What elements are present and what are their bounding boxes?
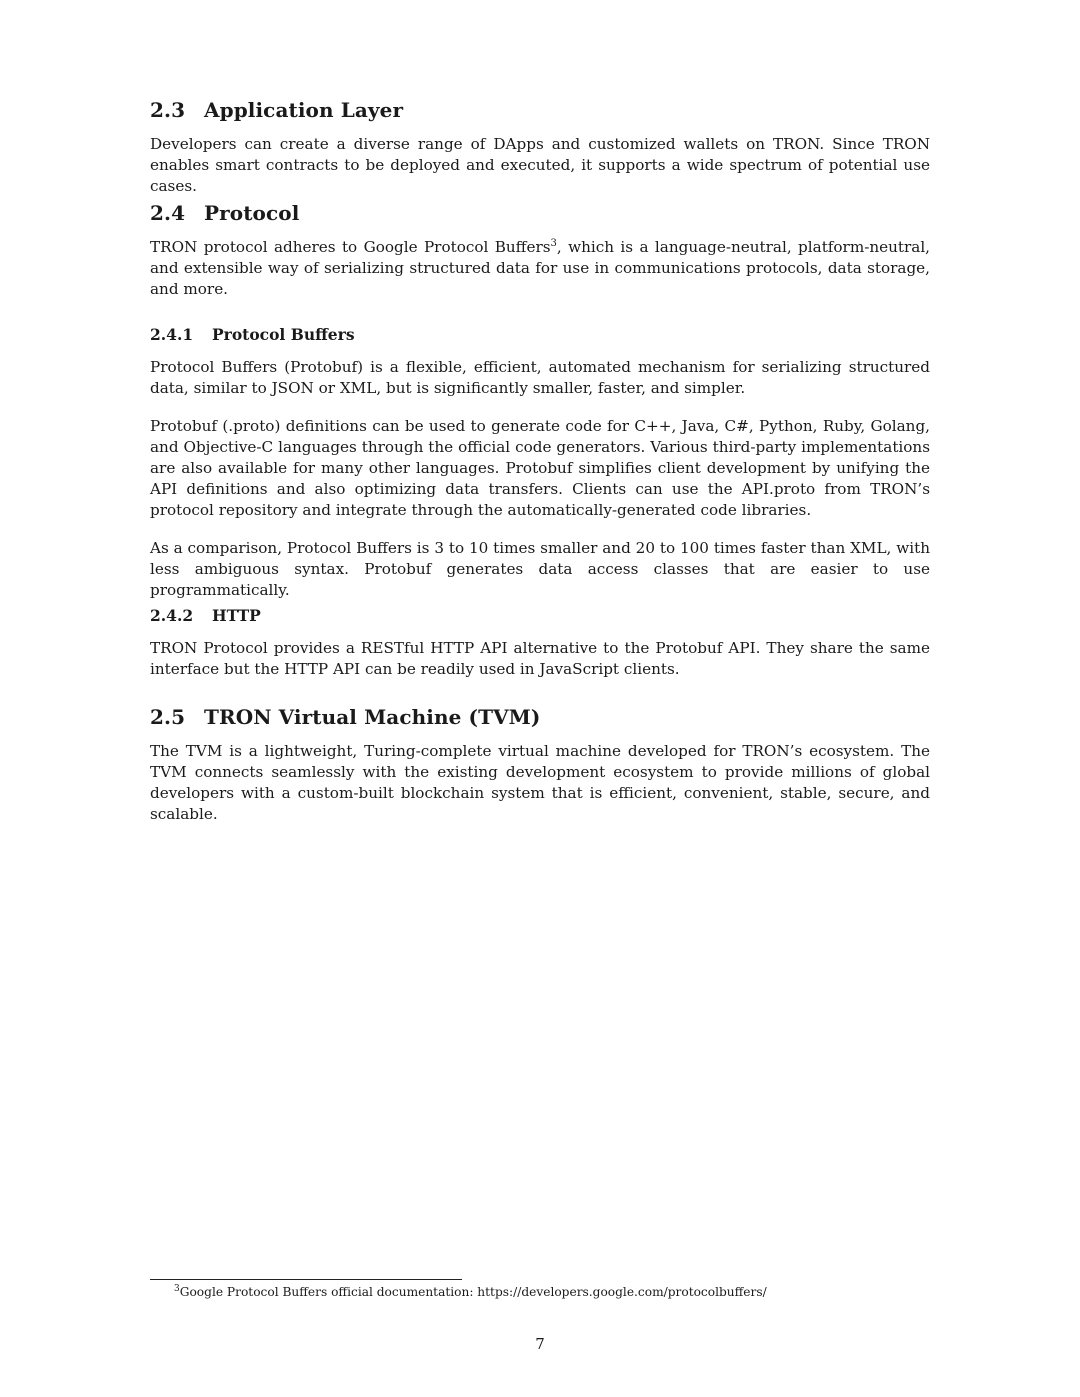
section-title: Protocol (204, 201, 300, 225)
section-title: Application Layer (204, 98, 404, 122)
section-heading-application-layer (150, 98, 403, 122)
footnote-mark: 3 (174, 1284, 180, 1294)
paragraph-application-layer: Developers can create a diverse range of DApps and customized wallets on TRON. Since TRON enables smart contracts to be deployed and executed, it supports a wide spectrum of potential use cases. (150, 135, 930, 195)
section-number: 2.5 (150, 705, 186, 729)
section-number: 2.4 (150, 201, 186, 225)
page-number: 7 (535, 1335, 545, 1353)
subsection-number: 2.4.1 (150, 325, 194, 344)
section-heading-tvm (150, 705, 540, 729)
section-heading-protocol (150, 201, 299, 225)
subsection-heading-http (150, 606, 261, 625)
subsection-heading-protocol-buffers (150, 325, 355, 344)
subsection-title: HTTP (212, 606, 261, 625)
paragraph-protocol (150, 237, 930, 300)
section-number: 2.3 (150, 98, 186, 122)
protocol-text-start: TRON protocol adheres to Google Protocol Buffers (150, 238, 551, 256)
footnote (174, 1284, 767, 1300)
paragraph-tvm: The TVM is a lightweight, Turing-complete virtual machine developed for TRON’s ecosystem. The TVM connects seamlessly with the existing development ecosystem to provide millions of global developers with a custom-built blockchain system that is efficient, convenient, stable, secure, and scalable. (150, 742, 930, 823)
subsection-title: Protocol Buffers (212, 325, 355, 344)
footnote-text: Google Protocol Buffers official documentation: https://developers.google.com/protocolbuffers/ (179, 1285, 767, 1299)
footnote-reference[interactable]: 3 (550, 238, 557, 249)
section-title: TRON Virtual Machine (TVM) (204, 705, 541, 729)
paragraph-protobuf-definitions: Protobuf (.proto) definitions can be used to generate code for C++, Java, C#, Python, Ruby, Golang, and Objective-C languages through the official code generators. Various third-party implementations are also available for many other languages. Protobuf simplifies client development by unifying the API definitions and also optimizing data transfers. Clients can use the API.proto from TRON’s protocol repository and integrate through the automatically-generated code libraries. (150, 417, 930, 519)
paragraph-protobuf-comparison: As a comparison, Protocol Buffers is 3 to 10 times smaller and 20 to 100 times faster than XML, with less ambiguous syntax. Protobuf generates data access classes that are easier to use programmatically. (150, 539, 930, 599)
subsection-number: 2.4.2 (150, 606, 194, 625)
paragraph-http: TRON Protocol provides a RESTful HTTP API alternative to the Protobuf API. They share the same interface but the HTTP API can be readily used in JavaScript clients. (150, 639, 930, 678)
paragraph-protobuf-intro: Protocol Buffers (Protobuf) is a flexible, efficient, automated mechanism for serializing structured data, similar to JSON or XML, but is significantly smaller, faster, and simpler. (150, 358, 930, 397)
protocol-text-end: , which is a language-neutral, platform-neutral, and extensible way of serializing structured data for use in communications protocols, data storage, and more. (150, 238, 931, 298)
footnote-divider (150, 1279, 462, 1280)
